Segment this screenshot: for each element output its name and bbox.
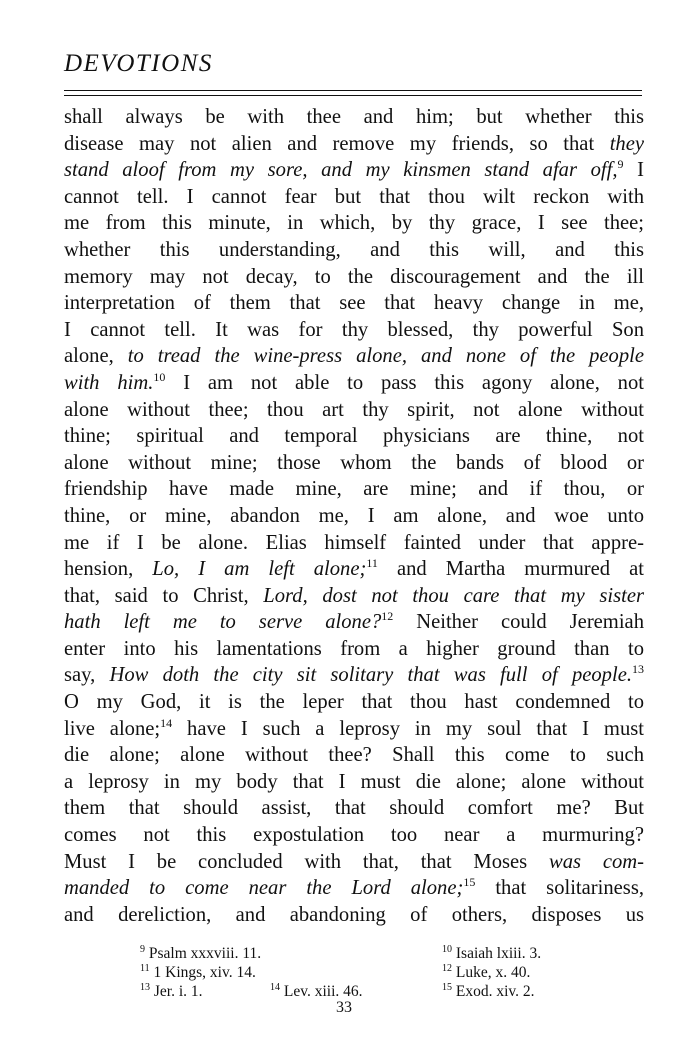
text-run: die alone; alone without thee? Shall this come to such (64, 744, 644, 767)
text-line (64, 636, 644, 663)
italic-text: How doth the city sit solitary that was full of people. (109, 664, 632, 687)
running-head: DEVOTIONS (64, 50, 213, 77)
footnote-ref: 9 (617, 157, 624, 172)
text-run: alone without mine; those whom the bands of blood or (64, 451, 644, 474)
page-number: 33 (336, 999, 352, 1016)
text-run: I (623, 159, 644, 182)
text-run: thine, or mine, abandon me, I am alone, and woe unto (64, 504, 644, 527)
text-line (64, 503, 644, 530)
text-run: and dereliction, and abandoning of others, disposes us (64, 903, 644, 926)
text-run: alone, (64, 345, 128, 368)
italic-text: manded to come near the Lord alone; (64, 877, 464, 900)
text-line (64, 689, 644, 716)
text-run: disease may not alien and remove my friends, so that (64, 132, 610, 155)
italic-text: Lo, I am left alone; (152, 558, 367, 581)
footnote-13: $^{13}$ Jer. i. 1. (140, 982, 203, 1000)
text-line (64, 317, 644, 344)
text-line (64, 476, 644, 503)
text-line (64, 264, 644, 291)
text-line (64, 184, 644, 211)
footnote-15: $^{15}$ Exod. xiv. 2. (442, 982, 535, 1000)
text-line (64, 769, 644, 796)
text-run: and Martha murmured at (377, 558, 644, 581)
body-text (64, 104, 644, 928)
footnote-ref: 11 (366, 556, 378, 571)
italic-text: hath left me to serve alone? (64, 611, 382, 634)
footnote-12: $^{12}$ Luke, x. 40. (442, 963, 531, 981)
italic-text: to tread the wine-press alone, and none of the people (127, 345, 644, 368)
text-line (64, 822, 644, 849)
text-line (64, 343, 644, 370)
text-line (64, 662, 644, 689)
text-line (64, 875, 644, 902)
text-run: whether this understanding, and this will, and this (64, 238, 644, 261)
italic-text: stand aloof from my sore, and my kinsmen stand afar off, (64, 159, 618, 182)
text-run: shall always be with thee and him; but whether this (64, 106, 644, 128)
text-run: interpretation of them that see that heavy change in me, (64, 292, 644, 315)
text-run: O my God, it is the leper that thou hast condemned to (64, 691, 644, 714)
text-line (64, 290, 644, 317)
text-line (64, 210, 644, 237)
italic-text: was com- (548, 850, 644, 873)
italic-text: they (609, 132, 644, 155)
text-line (64, 583, 644, 610)
text-run: thine; spiritual and temporal physicians are thine, not (64, 425, 644, 448)
text-run: I am not able to pass this agony alone, not (165, 371, 644, 394)
text-run: comes not this expostulation too near a murmuring? (64, 824, 644, 847)
text-line (64, 157, 644, 184)
text-run: that solitariness, (475, 877, 644, 900)
text-run: say, (64, 664, 110, 687)
text-run: Must I be concluded with that, that Moses (64, 850, 549, 873)
text-run: I cannot tell. It was for thy blessed, thy powerful Son (64, 318, 644, 341)
text-run: me from this minute, in which, by thy grace, I see thee; (64, 212, 644, 235)
footnote-ref: 14 (160, 715, 173, 730)
text-line (64, 742, 644, 769)
text-line (64, 237, 644, 264)
text-run: live alone; (64, 717, 161, 740)
text-line (64, 397, 644, 424)
footnote-14: $^{14}$ Lev. xiii. 46. (270, 982, 363, 1000)
text-run: hension, (64, 558, 153, 581)
text-line (64, 423, 644, 450)
text-line (64, 716, 644, 743)
text-line (64, 450, 644, 477)
italic-text: with him. (64, 371, 154, 394)
text-run: me if I be alone. Elias himself fainted under that appre- (64, 531, 644, 554)
text-line (64, 609, 644, 636)
text-run: Neither could Jeremiah (393, 611, 644, 634)
text-run: alone without thee; thou art thy spirit, not alone without (64, 398, 644, 421)
footnote-ref: 10 (153, 369, 166, 384)
text-line (64, 849, 644, 876)
text-run: cannot tell. I cannot fear but that thou wilt reckon with (64, 185, 644, 208)
header-rule-bottom (64, 95, 642, 96)
header-rule-top (64, 90, 642, 91)
footnote-9: $^9$ Psalm xxxviii. 11. (140, 944, 262, 962)
text-run: friendship have made mine, are mine; and if thou, or (64, 478, 644, 501)
footnote-11: $^{11}$ 1 Kings, xiv. 14. (140, 963, 256, 981)
text-line (64, 530, 644, 557)
text-run: memory may not decay, to the discouragement and the ill (64, 265, 644, 288)
italic-text: Lord, dost not thou care that my sister (263, 584, 645, 607)
text-line (64, 902, 644, 929)
text-line (64, 370, 644, 397)
footnote-ref: 13 (632, 662, 644, 677)
text-line (64, 104, 644, 131)
text-run: have I such a leprosy in my soul that I must (172, 717, 644, 740)
text-run: enter into his lamentations from a higher ground than to (64, 637, 644, 660)
footnote-10: $^{10}$ Isaiah lxiii. 3. (442, 944, 542, 962)
text-run: that, said to Christ, (64, 584, 264, 607)
text-line (64, 131, 644, 158)
text-run: a leprosy in my body that I must die alone; alone without (64, 770, 644, 793)
text-run: them that should assist, that should comfort me? But (64, 797, 644, 820)
text-line (64, 795, 644, 822)
footnote-ref: 12 (381, 609, 394, 624)
text-line (64, 556, 644, 583)
footnote-ref: 15 (463, 875, 476, 890)
